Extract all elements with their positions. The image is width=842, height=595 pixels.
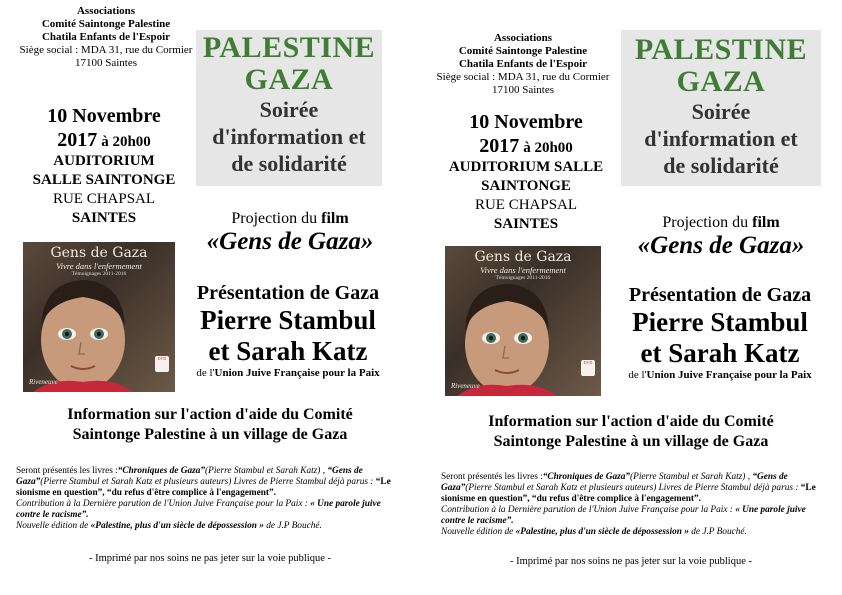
cover-title: Gens de Gaza	[474, 249, 572, 265]
book-2: “Gens de Gaza”	[16, 466, 363, 487]
books-earlier: “Le sionisme en question”, “du refus d'être complice à l'engagement”.	[16, 477, 391, 498]
book-new-edition-author: de J.P Bouché.	[688, 527, 747, 537]
footer-note: - Imprimé par nos soins ne pas jeter sur la voie publique -	[509, 556, 753, 567]
books-paragraph	[16, 466, 394, 532]
projection-prefix: Projection du	[662, 214, 749, 231]
venue-street: RUE CHAPSAL	[52, 191, 156, 207]
assoc-line-5: 17100 Saintes	[491, 84, 555, 96]
assoc-line-4: Siège social : MDA 31, rue du Cormier	[19, 44, 193, 56]
dvd-cover-image	[445, 246, 601, 396]
books-intro: Seront présentés les livres :	[16, 466, 118, 476]
presentation-heading: Présentation de Gaza	[628, 284, 812, 306]
association-block	[18, 5, 194, 70]
projection-word: film	[321, 210, 349, 227]
cover-title: Gens de Gaza	[50, 245, 148, 261]
cover-period: Témoignages 2011-2016	[495, 275, 551, 281]
book-1-authors: (Pierre Stambul et Sarah Katz) ,	[205, 466, 328, 476]
info-block	[10, 405, 410, 445]
book-2-authors: (Pierre Stambul et Sarah Katz et plusieurs auteurs) Livres de Pierre Stambul déjà parus :	[40, 477, 376, 487]
event-time: à 20h00	[101, 134, 151, 150]
title-box	[621, 30, 821, 186]
assoc-line-2: Comité Saintonge Palestine	[41, 18, 171, 30]
info-line-1: Information sur l'action d'aide du Comité	[488, 413, 774, 430]
projection-block	[611, 214, 831, 260]
new-edition-text: Nouvelle édition de	[16, 521, 91, 531]
subtitle-line-3: de solidarité	[231, 151, 347, 176]
title-palestine: PALESTINE	[634, 33, 808, 66]
book-2-authors: (Pierre Stambul et Sarah Katz et plusieurs auteurs) Livres de Pierre Stambul déjà parus :	[465, 483, 801, 493]
projection-prefix: Projection du	[231, 210, 318, 227]
subtitle-line-2: d'information et	[644, 126, 798, 151]
assoc-line-5: 17100 Saintes	[74, 57, 138, 69]
books-earlier: “Le sionisme en question”, “du refus d'être complice à l'engagement”.	[441, 483, 816, 504]
contribution-text: Contribution à la Dernière parution de l'Union Juive Française pour la Paix :	[16, 499, 311, 509]
books-intro: Seront présentés les livres :	[441, 472, 543, 482]
event-date: 10 Novembre	[47, 105, 161, 127]
cover-subtitle: Vivre dans l'enfermement	[480, 265, 566, 275]
info-line-2: Saintonge Palestine à un village de Gaza	[493, 433, 769, 450]
books-paragraph	[441, 472, 821, 538]
flyer-right	[421, 0, 842, 595]
book-contribution: « Une parole juive contre le racisme”.	[16, 499, 381, 520]
dvd-cover-image	[23, 242, 175, 392]
assoc-line-3: Chatila Enfants de l'Espoir	[41, 31, 171, 43]
title-gaza: GAZA	[676, 65, 766, 98]
book-1: “Chroniques de Gaza”	[542, 472, 631, 482]
presentation-block	[607, 284, 833, 381]
cover-period: Témoignages 2011-2016	[71, 271, 127, 277]
event-details	[14, 104, 194, 228]
info-line-1: Information sur l'action d'aide du Comité	[67, 406, 353, 423]
publisher-logo: Riveneuve	[451, 382, 480, 390]
title-palestine: PALESTINE	[202, 31, 376, 64]
book-1: “Chroniques de Gaza”	[117, 466, 206, 476]
cover-subtitle: Vivre dans l'enfermement	[56, 261, 142, 271]
assoc-line-1: Associations	[76, 5, 136, 17]
footer-note: - Imprimé par nos soins ne pas jeter sur la voie publique -	[88, 553, 332, 564]
event-date: 10 Novembre	[469, 111, 583, 133]
book-2: “Gens de Gaza”	[441, 472, 788, 493]
venue-line-2: SALLE SAINTONGE	[32, 172, 176, 188]
org-prefix: de l'	[628, 369, 647, 381]
book-new-edition: «Palestine, plus d'un siècle de dépossession »	[90, 521, 264, 531]
subtitle-line-1: Soirée	[691, 99, 751, 124]
new-edition-text: Nouvelle édition de	[441, 527, 516, 537]
presentation-heading: Présentation de Gaza	[196, 282, 380, 304]
book-contribution: « Une parole juive contre le racisme”.	[441, 505, 806, 526]
event-time: à 20h00	[523, 140, 573, 156]
speaker-2: et Sarah Katz	[208, 336, 368, 366]
speaker-2: et Sarah Katz	[640, 338, 800, 368]
dvd-badge: DVD	[581, 360, 595, 376]
event-year: 2017	[479, 135, 520, 157]
venue-line-2: SAINTONGE	[481, 178, 571, 194]
association-block	[435, 32, 611, 97]
presentation-block	[178, 282, 398, 379]
event-details	[431, 110, 621, 234]
venue-city: SAINTES	[493, 216, 559, 232]
book-new-edition: «Palestine, plus d'un siècle de dépossession »	[515, 527, 689, 537]
venue-city: SAINTES	[71, 210, 137, 226]
subtitle-line-2: d'information et	[212, 124, 366, 149]
film-title: «Gens de Gaza»	[206, 228, 374, 255]
speaker-1: Pierre Stambul	[200, 305, 376, 335]
projection-word: film	[752, 214, 780, 231]
org-name: Union Juive Française pour la Paix	[646, 369, 812, 381]
assoc-line-2: Comité Saintonge Palestine	[458, 45, 588, 57]
assoc-line-1: Associations	[493, 32, 553, 44]
subtitle-line-3: de solidarité	[663, 153, 779, 178]
subtitle-line-1: Soirée	[259, 97, 319, 122]
contribution-text: Contribution à la Dernière parution de l'Union Juive Française pour la Paix :	[441, 505, 736, 515]
speaker-1: Pierre Stambul	[632, 307, 808, 337]
info-block	[431, 412, 831, 452]
title-box	[196, 30, 382, 186]
book-1-authors: (Pierre Stambul et Sarah Katz) ,	[630, 472, 753, 482]
assoc-line-3: Chatila Enfants de l'Espoir	[458, 58, 588, 70]
assoc-line-4: Siège social : MDA 31, rue du Cormier	[436, 71, 610, 83]
venue-line-1: AUDITORIUM SALLE	[448, 159, 604, 175]
dvd-badge: DVD	[155, 356, 169, 372]
book-new-edition-author: de J.P Bouché.	[263, 521, 322, 531]
publisher-logo: Riveneuve	[29, 378, 58, 386]
film-title: «Gens de Gaza»	[637, 232, 805, 259]
projection-block	[180, 210, 400, 256]
info-line-2: Saintonge Palestine à un village de Gaza	[72, 426, 348, 443]
title-gaza: GAZA	[244, 63, 334, 96]
venue-street: RUE CHAPSAL	[474, 197, 578, 213]
org-prefix: de l'	[196, 367, 215, 379]
event-year: 2017	[57, 129, 98, 151]
org-name: Union Juive Française pour la Paix	[214, 367, 380, 379]
venue-line-1: AUDITORIUM	[53, 153, 155, 169]
